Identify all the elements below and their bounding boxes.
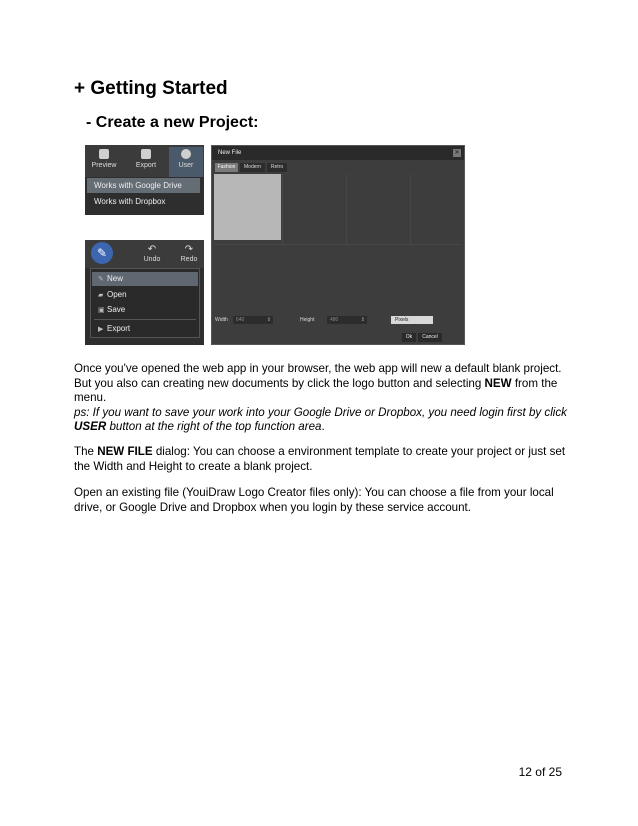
height-value: 480 xyxy=(330,317,339,323)
new-icon: ✎ xyxy=(98,276,104,283)
menu-item-open-label: Open xyxy=(107,290,127,299)
folder-icon: ▰ xyxy=(98,292,104,299)
menu-item-dropbox[interactable]: Works with Dropbox xyxy=(94,197,166,206)
grid-divider xyxy=(346,174,347,244)
subsection-heading: - Create a new Project: xyxy=(86,114,259,131)
menu-divider xyxy=(94,319,196,320)
template-thumbnail[interactable] xyxy=(214,174,281,240)
grid-divider xyxy=(282,174,283,244)
dialog-title-bar xyxy=(212,146,464,160)
preview-label: Preview xyxy=(91,162,117,169)
export-button[interactable] xyxy=(129,147,163,169)
grid-divider xyxy=(410,174,411,244)
user-icon xyxy=(181,149,191,159)
toolbar xyxy=(85,240,204,268)
paragraph-open-file: Open an existing file (YouiDraw Logo Creator files only): You can choose a file from your local drive, or Google Drive and Dropbox when you login by these service account. xyxy=(74,486,554,514)
redo-icon: ↷ xyxy=(184,244,194,255)
menu-item-save-label: Save xyxy=(107,305,126,314)
logo-button[interactable] xyxy=(91,242,113,264)
toolbar xyxy=(85,145,204,177)
save-icon: ▣ xyxy=(98,307,105,314)
menu-item-export-label: Export xyxy=(107,324,131,333)
menu-item-save[interactable] xyxy=(92,303,198,317)
height-input[interactable] xyxy=(327,316,367,324)
ps-note: ps: If you want to save your work into your Google Drive or Dropbox, you need login first by click USER button at the right of the top function area xyxy=(74,405,567,434)
logo-menu-screenshot xyxy=(85,240,204,345)
undo-icon: ↶ xyxy=(147,244,157,255)
tab-retro[interactable]: Retro xyxy=(267,163,287,172)
width-value: 640 xyxy=(236,317,245,323)
menu-item-export[interactable] xyxy=(92,322,198,336)
logo-dropdown-menu xyxy=(90,268,200,338)
preview-icon xyxy=(99,149,109,159)
height-label: Height xyxy=(300,317,315,323)
tab-modern[interactable]: Modern xyxy=(240,163,265,172)
menu-item-new-label: New xyxy=(107,274,124,283)
section-heading xyxy=(74,78,228,100)
export-icon xyxy=(141,149,151,159)
menu-item-new[interactable] xyxy=(92,272,198,286)
feather-icon: ✎ xyxy=(96,246,108,260)
export-label: Export xyxy=(135,162,157,169)
close-icon[interactable]: ✕ xyxy=(454,150,460,156)
grid-divider xyxy=(214,244,462,245)
toolbar-screenshot xyxy=(85,145,204,215)
paragraph-new-file: The NEW FILE dialog: You can choose a environment template to create your project or just set the Width and Height to create a blank project. xyxy=(74,445,566,473)
heading-prefix: + xyxy=(74,78,86,99)
stepper-icon[interactable]: ⇕ xyxy=(360,317,365,323)
tab-fashion[interactable]: Fashion xyxy=(215,163,238,172)
paragraph-intro: Once you've opened the web app in your browser, the web app will new a default blank project. But you also can creating new documents by click the logo button and selecting NEW from the menu. ps: If you want to save your work into your Google Drive or Dropbox, you need login first by click USER button at the right of the top function area. xyxy=(74,362,567,434)
menu-item-google-drive[interactable]: Works with Google Drive xyxy=(87,178,200,193)
redo-button[interactable] xyxy=(176,244,202,263)
cancel-button[interactable]: Cancel xyxy=(418,333,442,342)
dialog-title: New File xyxy=(218,150,242,156)
unit-value: Pixels xyxy=(395,317,409,323)
redo-label: Redo xyxy=(180,256,198,263)
user-label: User xyxy=(178,162,194,169)
user-button[interactable] xyxy=(169,147,203,177)
menu-item-open[interactable] xyxy=(92,288,198,302)
width-label: Width xyxy=(215,317,228,323)
export-icon: ▶ xyxy=(98,326,104,333)
width-input[interactable] xyxy=(233,316,273,324)
ok-button[interactable]: Ok xyxy=(402,333,416,342)
undo-button[interactable] xyxy=(139,244,165,263)
new-file-dialog-screenshot xyxy=(211,145,465,345)
page-number: 12 of 25 xyxy=(518,765,562,779)
heading-text: Getting Started xyxy=(90,78,228,99)
undo-label: Undo xyxy=(143,256,161,263)
unit-select[interactable] xyxy=(391,316,433,324)
preview-button[interactable] xyxy=(87,147,121,169)
stepper-icon[interactable]: ⇕ xyxy=(266,317,271,323)
